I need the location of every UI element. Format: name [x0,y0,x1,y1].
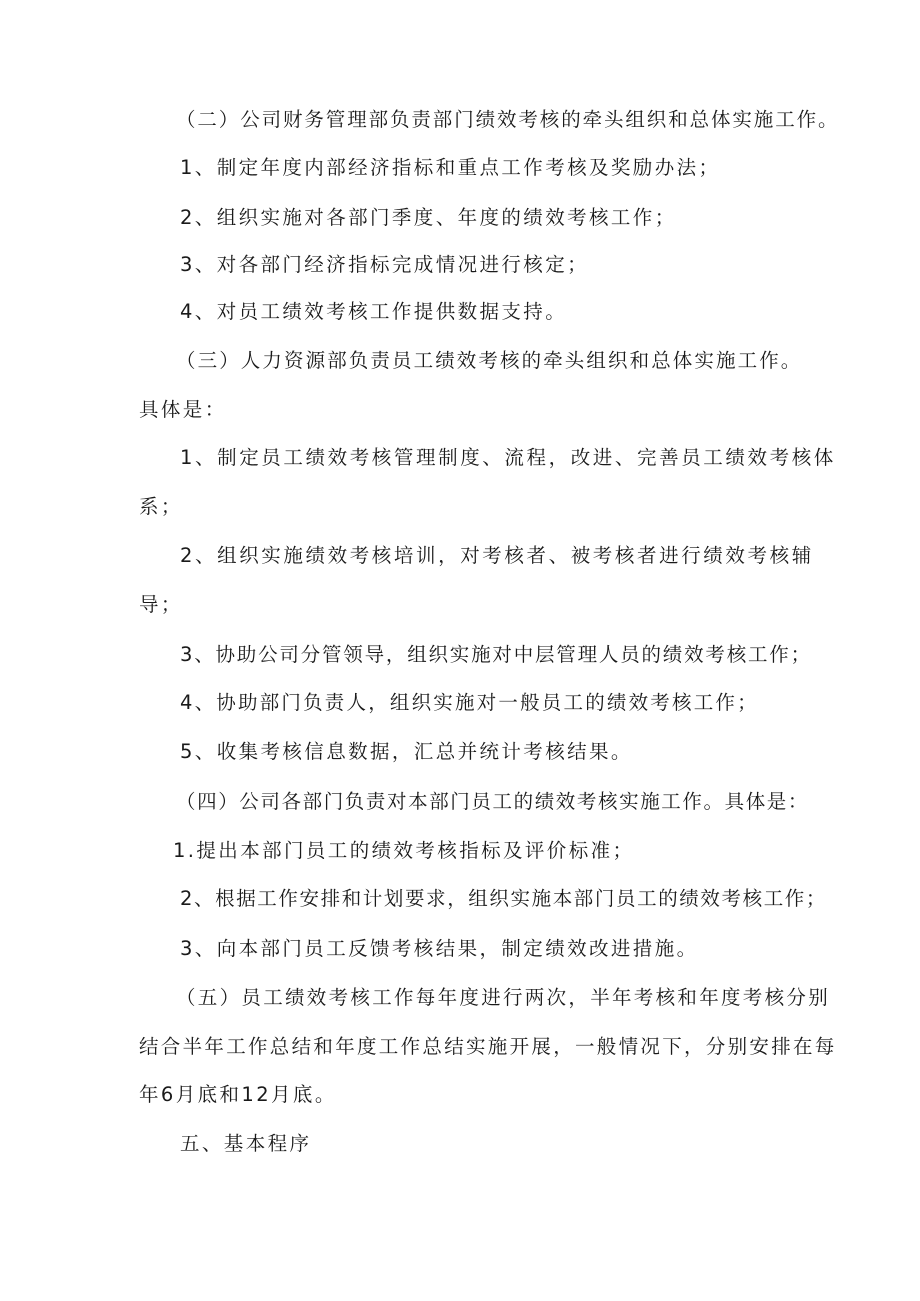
list-item: 3、向本部门员工反馈考核结果，制定绩效改进措施。 [180,937,699,960]
list-item: 2、组织实施对各部门季度、年度的绩效考核工作； [180,206,677,229]
list-item: 4、对员工绩效考核工作提供数据支持。 [180,300,568,323]
section-3-heading: （三）人力资源部负责员工绩效考核的牵头组织和总体实施工作。 [176,349,803,372]
section-4-heading: （四）公司各部门负责对本部门员工的绩效考核实施工作。具体是： [176,790,810,813]
list-item: 2、根据工作安排和计划要求，组织实施本部门员工的绩效考核工作； [180,887,828,910]
list-item: 1.提出本部门员工的绩效考核指标及评价标准； [173,839,635,862]
section-5-heading: （五）员工绩效考核工作每年度进行两次，半年考核和年度考核分别 [176,986,831,1009]
paragraph-continuation: 系； [139,495,183,518]
list-item: 5、收集考核信息数据，汇总并统计考核结果。 [180,740,633,763]
list-item: 2、组织实施绩效考核培训，对考核者、被考核者进行绩效考核辅 [180,544,814,567]
list-item: 3、对各部门经济指标完成情况进行核定； [180,253,590,276]
section-2-heading: （二）公司财务管理部负责部门绩效考核的牵头组织和总体实施工作。 [176,108,840,131]
list-item: 4、协助部门负责人，组织实施对一般员工的绩效考核工作； [180,691,759,714]
paragraph-continuation: 年6月底和12月底。 [139,1083,337,1106]
paragraph-continuation: 具体是： [139,398,227,421]
list-item: 3、协助公司分管领导，组织实施对中层管理人员的绩效考核工作； [180,643,812,666]
list-item: 1、制定年度内部经济指标和重点工作考核及奖励办法； [180,156,721,179]
paragraph-continuation: 结合半年工作总结和年度工作总结实施开展，一般情况下，分别安排在每 [139,1035,837,1058]
paragraph-continuation: 导； [139,593,183,616]
section-heading-basic-procedure: 五、基本程序 [180,1132,312,1155]
list-item: 1、制定员工绩效考核管理制度、流程，改进、完善员工绩效考核体 [180,446,836,469]
